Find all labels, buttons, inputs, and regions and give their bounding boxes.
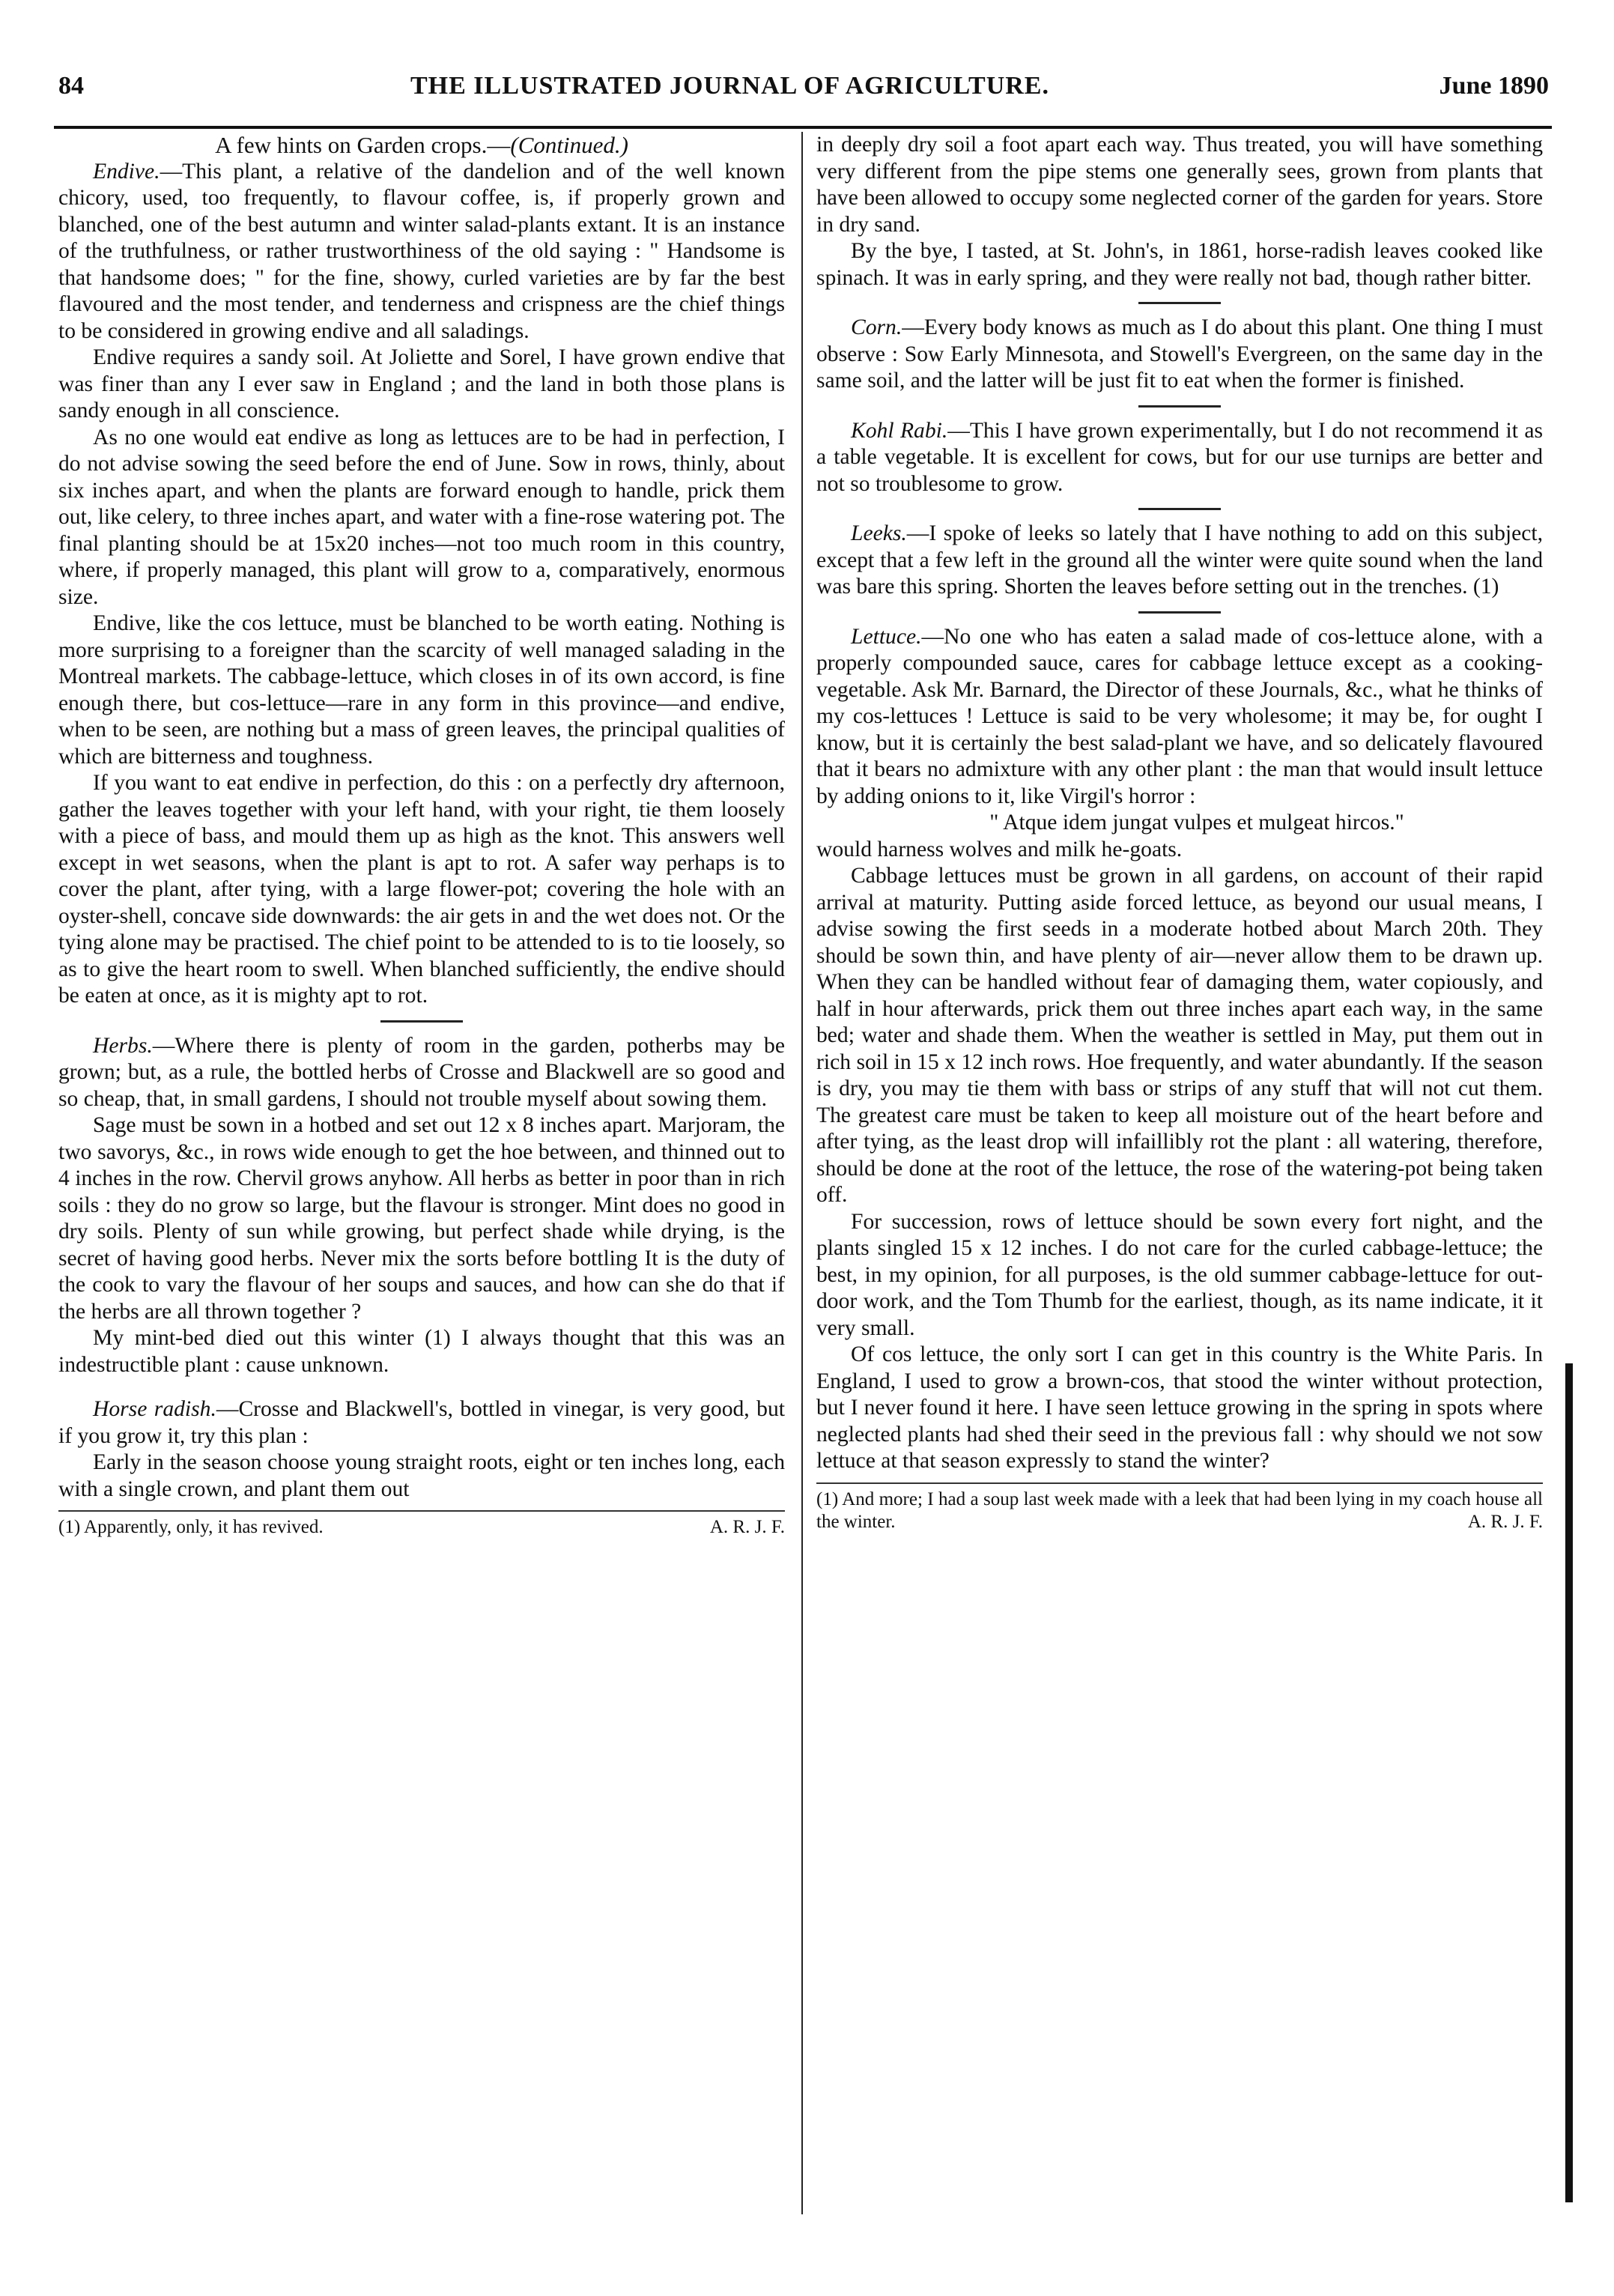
section-separator <box>1138 405 1221 408</box>
horse-radish-paragraph: Horse radish.—Crosse and Blackwell's, bottled in vinegar, is very good, but if you grow it, try this plan : <box>58 1397 785 1448</box>
section-separator <box>1138 611 1221 614</box>
article-heading: A few hints on Garden crops.—(Continued.) <box>215 132 628 158</box>
page-edge-mark <box>1565 1363 1573 2202</box>
latin-quote: " Atque idem jungat vulpes et mulgeat hircos." <box>989 811 1404 835</box>
section-separator <box>380 1020 463 1023</box>
footnote-rule <box>816 1482 1543 1484</box>
footnote-signature: A. R. J. F. <box>709 1517 785 1537</box>
section-separator <box>1138 302 1221 304</box>
herbs-paragraph: My mint-bed died out this winter (1) I always thought that this was an indestructible plant : cause unknown. <box>58 1326 785 1377</box>
page-header <box>58 72 1549 117</box>
herbs-paragraph: Sage must be sown in a hotbed and set out 12 x 8 inches apart. Marjoram, the two savorys, &c., in rows wide enough to get the hoe between, and thinned out to 4 inches in the row. Chervil grows anyhow. All herbs as better in poor than in rich soils : they do no grow so large, but the flavour is stronger. Mint does no good in dry soils. Plenty of sun while growing, but perfect shade while drying, is the secret of having good herbs. Never mix the sorts before bottling It is the duty of the cook to vary the flavour of her soups and sauces, and how can she do that if the herbs are all thrown together ? <box>58 1113 785 1324</box>
footnote-rule <box>58 1510 785 1512</box>
footnote: (1) And more; I had a soup last week made with a leek that had been lying in my coach house all the winter. A. R. J. F. <box>816 1488 1543 1532</box>
issue-date: June 1890 <box>1439 72 1549 100</box>
footnote: (1) Apparently, only, it has revived. A. R. J. F. <box>58 1517 785 1537</box>
section-gap <box>58 1378 785 1396</box>
lettuce-paragraph: For succession, rows of lettuce should be sown every fort night, and the plants singled 15 x 12 inches. I do not care for the curled cabbage-lettuce; the best, in my opinion, for all purposes, is the old summer cabbage-lettuce for out-door work, and the Tom Thumb for the earliest, though, as its name indicate, it it very small. <box>816 1209 1543 1340</box>
endive-paragraph: As no one would eat endive as long as lettuces are to be had in perfection, I do not advise sowing the seed before the end of June. Sow in rows, thinly, about six inches apart, and when the plants are forward enough to handle, prick them out, like celery, to three inches apart, and water with a fine-rose watering pot. The final planting should be at 15x20 inches—not too much room in this country, where, if properly managed, this plant will grow to a, comparatively, enormous size. <box>58 425 785 609</box>
corn-lead: Corn. <box>851 315 902 339</box>
corn-paragraph: Corn.—Every body knows as much as I do about this plant. One thing I must observe : Sow Early Minnesota, and Stowell's Evergreen, on the same day in the same soil, and the latter will be just fit to eat when the former is finished. <box>816 315 1543 393</box>
herbs-lead: Herbs. <box>93 1033 153 1058</box>
endive-paragraph: If you want to eat endive in perfection, do this : on a perfectly dry afternoon, gather the leaves together with your left hand, with your right, tie them loosely with a piece of bass, and mould them up as high as the knot. This answers well except in wet seasons, when the plant is apt to rot. A safer way perhaps is to cover the plant, after tying, with a large flower-pot; covering the hole with an oyster-shell, concave side downwards: the air gets in and the wet does not. Or the tying alone may be practised. The chief point to be attended to is to tie loosely, so as to give the heart room to swell. When blanched sufficiently, the endive should be eaten at once, as it is mighty apt to rot. <box>58 771 785 1008</box>
endive-paragraph: Endive.—This plant, a relative of the dandelion and of the well known chicory, used, too frequently, to flavour coffee, is, if properly grown and blanched, one of the best autumn and winter salad-plants extant. It is an instance of the truthfulness, or rather trustworthiness of the old saying : " Handsome is that handsome does; " for the fine, showy, curled varieties are by far the best flavoured and the most tender, and tenderness and crispness are the chief things to be considered in growing endive and all saladings. <box>58 159 785 343</box>
page-number: 84 <box>58 72 84 100</box>
header-rule <box>54 126 1552 129</box>
horse-radish-paragraph: By the bye, I tasted, at St. John's, in 1861, horse-radish leaves cooked like spinach. It was in early spring, and they were really not bad, though rather bitter. <box>816 239 1543 290</box>
right-column <box>816 132 1543 1533</box>
endive-paragraph: Endive, like the cos lettuce, must be blanched to be worth eating. Nothing is more surprising to a foreigner than the scarcity of well managed salading in the Montreal markets. The cabbage-lettuce, which closes in of its own accord, is fine enough there, but cos-lettuce—rare in any form in this province—and endive, when to be seen, are nothing but a mass of green leaves, the principal qualities of which are bitterness and toughness. <box>58 611 785 769</box>
left-column <box>58 132 785 1539</box>
leeks-lead: Leeks. <box>851 521 907 545</box>
horse-radish-paragraph: in deeply dry soil a foot apart each way. Thus treated, you will have something very different from the pipe stems one generally sees, grown from plants that have been allowed to occupy some neglected corner of the garden for years. Store in dry sand. <box>816 133 1543 237</box>
journal-title: THE ILLUSTRATED JOURNAL OF AGRICULTURE. <box>410 72 1049 100</box>
lettuce-paragraph: Lettuce.—No one who has eaten a salad made of cos-lettuce alone, with a properly compounded sauce, cares for cabbage lettuce except as a cooking-vegetable. Ask Mr. Barnard, the Director of these Journals, &c., what he thinks of my cos-lettuces ! Lettuce is said to be very wholesome; it may be, for ought I know, but it is certainly the best salad-plant we have, and so delicately flavoured that it bears no admixture with any other plant : the man that would insult lettuce by adding onions to it, like Virgil's horror : <box>816 624 1543 808</box>
leeks-paragraph: Leeks.—I spoke of leeks so lately that I have nothing to add on this subject, except that a few left in the ground all the winter were quite sound when the land was bare this spring. Shorten the leaves before setting out in the trenches. (1) <box>816 521 1543 599</box>
column-divider <box>801 132 803 2214</box>
horse-radish-paragraph: Early in the season choose young straight roots, eight or ten inches long, each with a single crown, and plant them out <box>58 1450 785 1501</box>
lettuce-lead: Lettuce. <box>851 624 922 649</box>
footnote-signature: A. R. J. F. <box>1467 1511 1543 1532</box>
endive-lead: Endive. <box>93 159 160 184</box>
endive-paragraph: Endive requires a sandy soil. At Joliette and Sorel, I have grown endive that was finer than any I ever saw in England ; and the land in both those plans is sandy enough in all conscience. <box>58 345 785 422</box>
kohl-rabi-paragraph: Kohl Rabi.—This I have grown experimentally, but I do not recommend it as a table vegetable. It is excellent for cows, but for our use turnips are better and not so troublesome to grow. <box>816 418 1543 496</box>
lettuce-paragraph: Cabbage lettuces must be grown in all gardens, on account of their rapid arrival at maturity. Putting aside forced lettuce, as beyond our usual means, I advise sowing the first seeds in a moderate hotbed about March 20th. They should be sown thin, and have plenty of air—never allow them to be drawn up. When they can be handled without fear of damaging them, water copiously, and half in hour afterwards, prick them out three inches apart each way, in the same bed; water and shade them. When the weather is settled in May, put them out in rich soil in 15 x 12 inch rows. Hoe frequently, and water abundantly. If the season is dry, you may tie them with bass or strips of any stuff that will not cut them. The greatest care must be taken to keep all moisture out of the heart before and after tying, as the least drop will infaillibly rot the plant : all watering, therefore, should be done at the root of the lettuce, the rose of the watering-pot being taken off. <box>816 864 1543 1207</box>
section-separator <box>1138 508 1221 510</box>
horse-radish-lead: Horse radish. <box>93 1397 216 1421</box>
lettuce-paragraph: would harness wolves and milk he-goats. <box>816 837 1183 861</box>
kohl-rabi-lead: Kohl Rabi. <box>851 418 948 443</box>
herbs-paragraph: Herbs.—Where there is plenty of room in the garden, potherbs may be grown; but, as a rule, the bottled herbs of Crosse and Blackwell are so good and so cheap, that, in small gardens, I should not trouble myself about sowing them. <box>58 1033 785 1111</box>
lettuce-paragraph: Of cos lettuce, the only sort I can get in this country is the White Paris. In England, I used to grow a brown-cos, that stood the winter without protection, but I never found it here. I have seen lettuce growing in the spring in spots where neglected plants had shed their seed in the previous fall : why should we not sow lettuce at that season expressly to stand the winter? <box>816 1342 1543 1473</box>
